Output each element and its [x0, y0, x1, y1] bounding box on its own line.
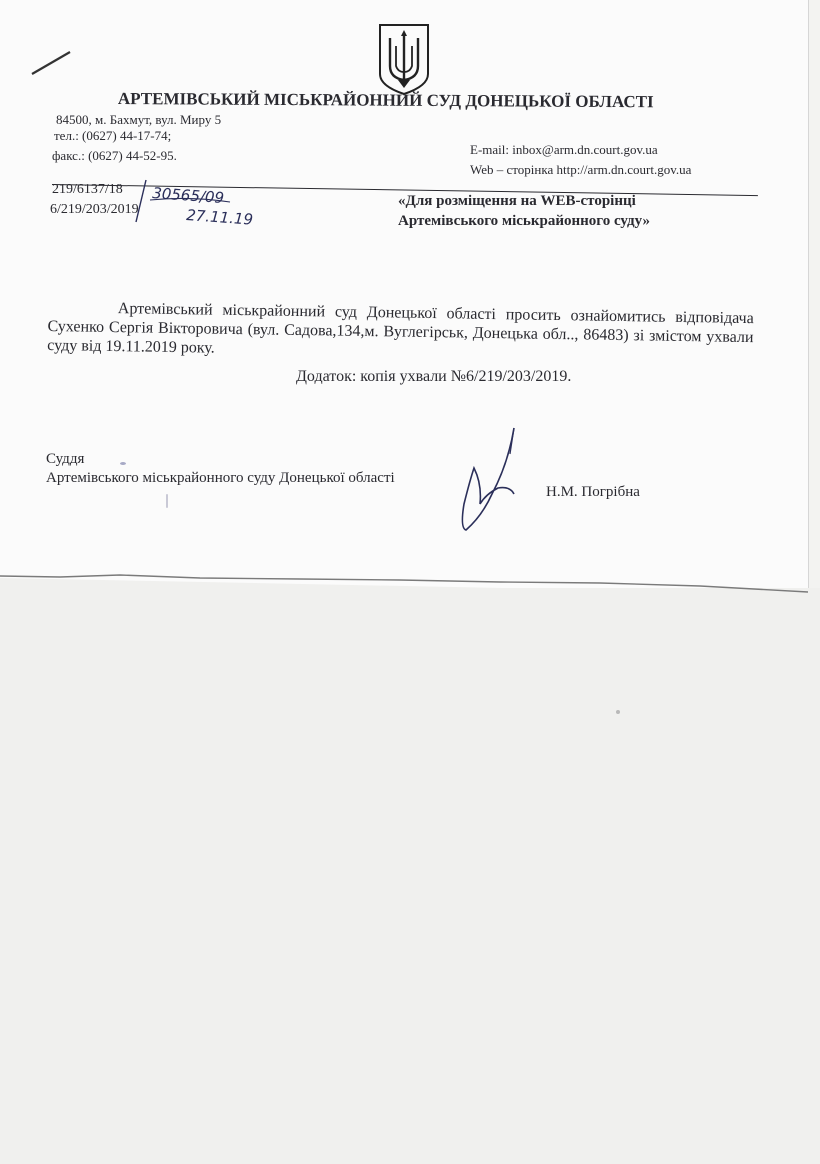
scan-speck — [120, 462, 126, 465]
judge-court: Артемівського міськрайонного суду Донецької області — [46, 470, 395, 486]
paper-torn-edge — [0, 570, 808, 600]
court-name-heading: АРТЕМІВСЬКИЙ МІСЬКРАЙОННИЙ СУД ДОНЕЦЬКОЇ ОБЛАСТІ — [117, 89, 654, 112]
web-placement-note: «Для розміщення на WEB-сторінці Артемівського міськрайонного суду» — [398, 193, 650, 229]
scan-speck — [616, 710, 620, 714]
court-email: E-mail: inbox@arm.dn.court.gov.ua — [470, 142, 658, 157]
case-number: 219/6137/18 — [52, 182, 123, 197]
court-fax: факс.: (0627) 44-52-95. — [52, 148, 177, 163]
coat-of-arms-icon — [376, 22, 432, 96]
letter-body — [47, 298, 754, 366]
handwritten-date: 27.11.19 — [185, 206, 254, 229]
court-address: 84500, м. Бахмут, вул. Миру 5 — [56, 112, 222, 127]
proceeding-number: 6/219/203/2019 — [50, 202, 139, 217]
court-phone: тел.: (0627) 44-17-74; — [54, 128, 172, 143]
attachment-line: Додаток: копія ухвали №6/219/203/2019. — [296, 368, 572, 385]
scan-speck — [166, 494, 168, 508]
request-paragraph: Артемівський міськрайонний суд Донецької області просить ознайомитись відповідача Сухенко Сергія Вікторовича (вул. Садова,134,м. Вуглегірськ, Донецька обл.., 86483) зі змістом ухвали суду від 19.11.2019 року. — [47, 300, 754, 357]
judge-title: Суддя — [46, 451, 85, 467]
blank-underlying-page — [0, 588, 820, 1164]
signature-block — [46, 450, 395, 488]
handwritten-number: 30565/09 — [151, 184, 225, 208]
judge-name: Н.М. Погрібна — [546, 484, 640, 500]
court-website: Web – сторінка http://arm.dn.court.gov.ua — [470, 162, 692, 177]
